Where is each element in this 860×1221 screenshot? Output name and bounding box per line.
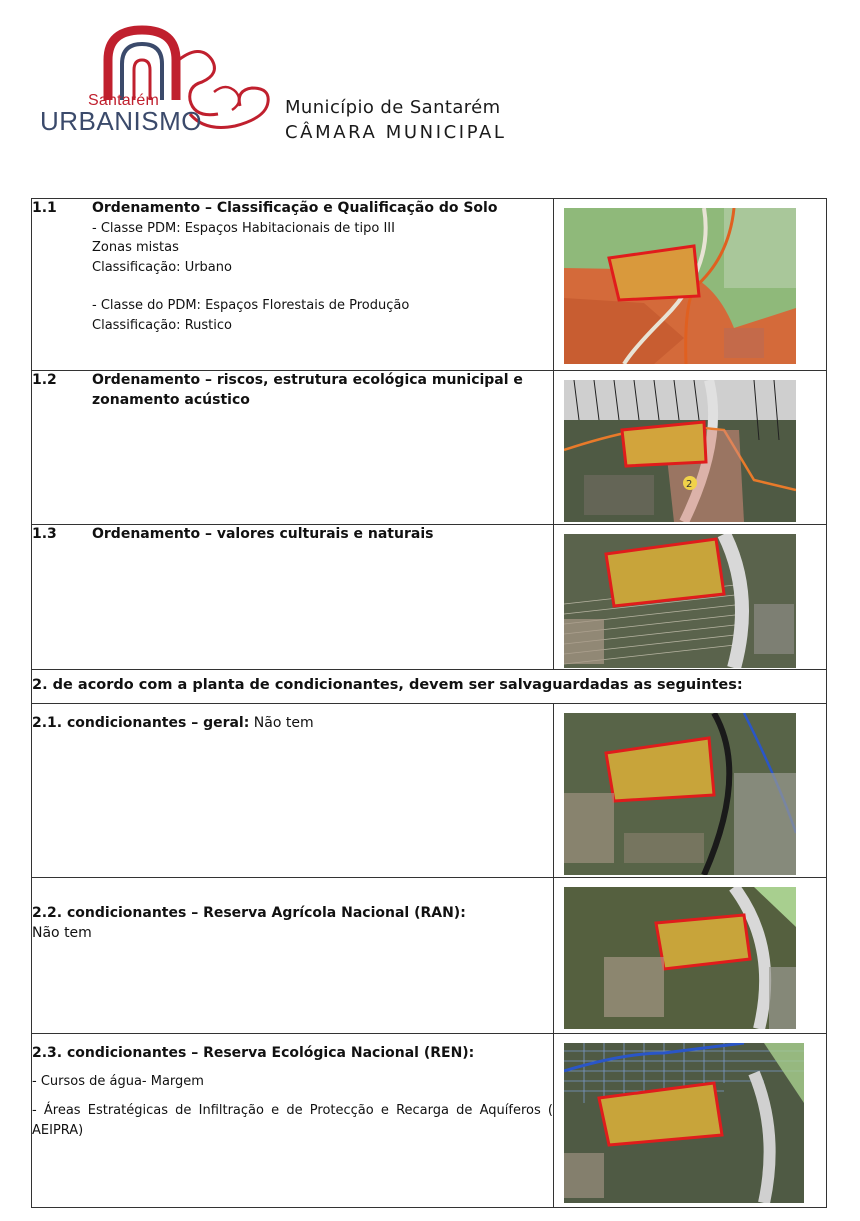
soil-class-line: - Classe do PDM: Espaços Florestais de Produção [92, 298, 410, 313]
row-2-2-map-cell [554, 878, 827, 1034]
logo-main-text: URBANISMO [40, 106, 202, 136]
row-number: 1.2 [32, 372, 57, 388]
general-constraints-map-image [564, 713, 796, 875]
row-title: 2.1. condicionantes – geral: [32, 715, 250, 731]
row-title: 2.3. condicionantes – Reserva Ecológica Nacional (REN): [32, 1045, 475, 1061]
row-title: Ordenamento – riscos, estrutura ecológica municipal e [92, 372, 523, 388]
map-label: 2 [686, 479, 693, 490]
row-2-1-map-cell [554, 704, 827, 878]
row-value: Não tem [253, 715, 314, 731]
section-2-heading: 2. de acordo com a planta de condicionantes, devem ser salvaguardadas as seguintes: [32, 670, 827, 704]
soil-class-line: Zonas mistas [92, 240, 179, 255]
row-2-2 [32, 878, 827, 1034]
row-title: Ordenamento – valores culturais e naturais [92, 526, 434, 542]
row-1-3-text [32, 525, 554, 670]
page-header [0, 0, 860, 190]
row-1-2-map-cell [554, 371, 827, 525]
row-2-3-map-cell [554, 1034, 827, 1208]
zoning-map-image [564, 208, 796, 364]
row-2-1-text [32, 704, 554, 878]
municipality-name: Município de Santarém [285, 97, 501, 118]
row-number: 1.1 [32, 200, 57, 216]
information-table [31, 198, 827, 1208]
row-2-1 [32, 704, 827, 878]
council-name: CÂMARA MUNICIPAL [285, 122, 507, 143]
row-1-3 [32, 525, 827, 670]
soil-class-line: - Classe PDM: Espaços Habitacionais de tipo III [92, 220, 395, 236]
row-1-1-map-cell [554, 199, 827, 371]
row-1-2-text [32, 371, 554, 525]
row-value: Não tem [32, 924, 92, 941]
row-2-2-text [32, 878, 554, 1034]
risk-map-image [564, 380, 796, 522]
logo-top-text: Santarém [88, 92, 159, 109]
row-1-3-map-cell [554, 525, 827, 670]
soil-class-line: Classificação: Rustico [92, 317, 232, 333]
row-1-2 [32, 371, 827, 525]
ren-item: - Cursos de água- Margem [32, 1073, 204, 1089]
ren-item: - Áreas Estratégicas de Infiltração e de Protecção e Recarga de Aquíferos ( AEIPRA) [32, 1103, 553, 1138]
row-2-3-text [32, 1034, 554, 1208]
soil-class-line: Classificação: Urbano [92, 259, 232, 275]
row-1-1-text [32, 199, 554, 371]
row-title-continuation: zonamento acústico [92, 391, 250, 408]
ran-map-image [564, 887, 796, 1029]
row-number: 1.3 [32, 526, 57, 542]
ren-map-image [564, 1043, 804, 1203]
row-title: Ordenamento – Classificação e Qualificação do Solo [92, 200, 498, 216]
row-title: 2.2. condicionantes – Reserva Agrícola Nacional (RAN): [32, 905, 466, 921]
row-1-1 [32, 199, 827, 371]
cultural-values-map-image [564, 534, 796, 668]
row-2-3 [32, 1034, 827, 1208]
row-2-heading [32, 670, 827, 704]
